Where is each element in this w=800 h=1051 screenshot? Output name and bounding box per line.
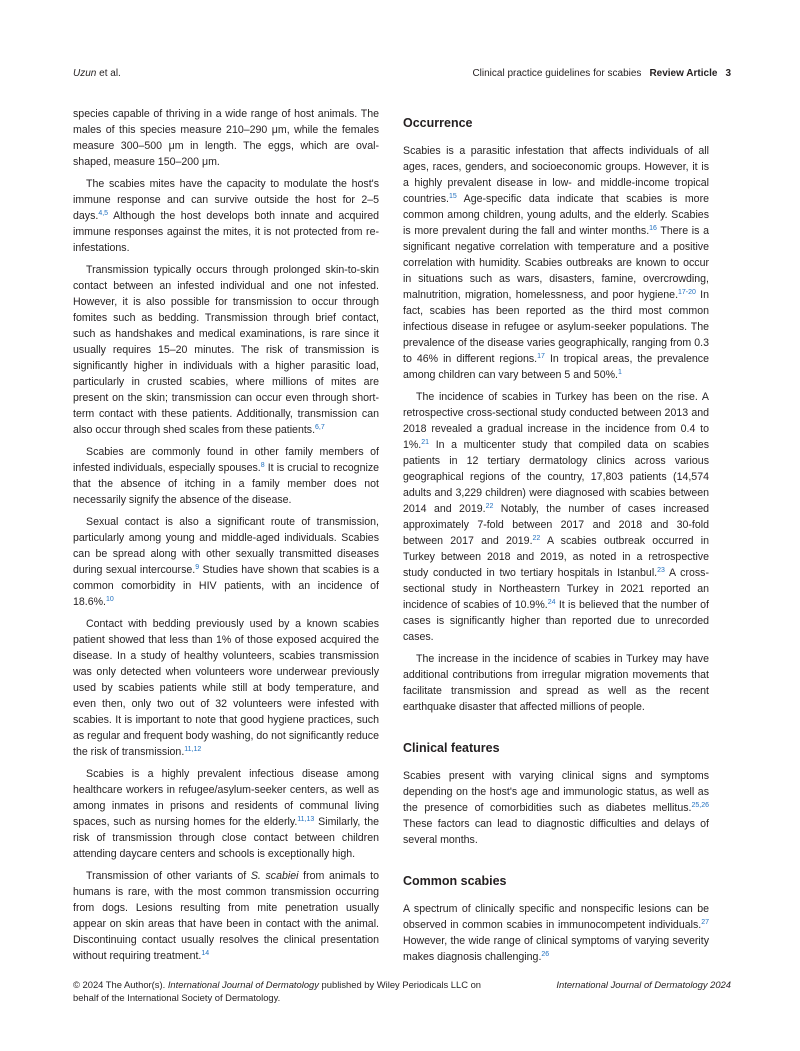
reference-link[interactable]: 27 <box>701 919 709 926</box>
paragraph: A spectrum of clinically specific and nonspecific lesions can be observed in common scabies in immunocompetent individuals.$^{27}$ However, the wide range of clinical symptoms of varying severity makes diagnosis challenging.$^{26}$ <box>403 903 709 963</box>
paragraph: species capable of thriving in a wide range of host animals. The males of this species measure 210–290 μm, while the females measure 300–500 μm in length. The eggs, which are oval-shaped, measure 150–200 μm. <box>73 108 379 168</box>
copyright-notice: © 2024 The Author(s). International Journal of Dermatology published by Wiley Periodicals LLC on behalf of the International Society of Dermatology. <box>73 979 482 1003</box>
paragraph: The scabies mites have the capacity to modulate the host's immune response and can survive outside the host for 2–5 days.$^{4,5}$ Although the host develops both innate and acquired immune responses against the mites, it is not protected from re-infestations. <box>73 178 379 254</box>
reference-link[interactable]: 23 <box>657 567 665 574</box>
species-name: S. scabiei <box>250 870 299 882</box>
section-heading-clinical-features: Clinical features <box>403 741 500 755</box>
reference-link[interactable]: 9 <box>195 564 200 571</box>
paragraph: Transmission typically occurs through prolonged skin-to-skin contact between an infested individual and one not infested. However, it is also possible for transmission to occur through fomites such as bedding. Transmission through brief contact, such as handshakes and medical examinations, is rare since it usually requires 15–20 minutes. The risk of transmission is significantly higher in individuals with a higher parasitic load, particularly in crusted scabies, where millions of mites are present on the skin; transmission can occur even through short-term contact with these patients. Additionally, transmission can also occur through shed scales from these patients.$^{6,7}$ <box>73 264 379 436</box>
journal-name: International Journal of Dermatology <box>167 979 319 990</box>
paragraph: Transmission of other variants of S. scabiei from animals to humans is rare, with the most common transmission occurring from dogs. Lesions resulting from mite penetration usually appear on skin areas that have been in contact with the animal. Discontinuing contact usually resolves the clinical presentation without requiring treatment.$^{14}$ <box>73 870 379 962</box>
right-column <box>403 115 709 971</box>
reference-link[interactable]: 11,12 <box>184 746 202 753</box>
paragraph: Sexual contact is also a significant route of transmission, particularly among young and middle-aged individuals. Scabies can be spread along with other sexually transmitted diseases during sexual intercourse.$^9$ Studies have shown that scabies is a common comorbidity in HIV patients, with an incidence of 18.6%.$^{10}$ <box>73 516 380 608</box>
paragraph: Scabies is a highly prevalent infectious disease among healthcare workers in refugee/asylum-seeker centers, as well as among inmates in prisons and residents of communal living spaces, such as nursing homes for the elderly.$^{11,13}$ Similarly, the risk of transmission through close contact between children attending daycare centers and schools is exceptionally high. <box>73 768 379 860</box>
reference-link[interactable]: 25,26 <box>691 802 709 809</box>
reference-link[interactable]: 22 <box>485 503 494 510</box>
author-line <box>73 68 121 79</box>
section-heading-common-scabies: Common scabies <box>403 874 507 888</box>
paragraph: Scabies present with varying clinical signs and symptoms depending on the host's age and immunologic status, as well as the presence of comorbidities such as diabetes mellitus.$^{25,26}$ These factors can lead to diagnostic difficulties and delays of several months. <box>403 770 709 846</box>
journal-citation: International Journal of Dermatology 2024 <box>556 979 731 990</box>
paragraph: Scabies is a parasitic infestation that affects individuals of all ages, races, genders, and socioeconomic groups. However, it is a highly prevalent disease in low- and middle-income tropical countries.$^{15}$ Age-specific data indicate that scabies is more common among children, young adults, and the elderly. Scabies is more prevalent during the fall and winter months.$^{16}$ There is a significant negative correlation with temperature and a positive correlation with humidity. Scabies outbreaks are known to occur in situations such as wars, disasters, famine, overcrowding, malnutrition, migration, homelessness, and poor hygiene.$^{17-20}$ In fact, scabies has been reported as the third most common infectious disease in refugee or asylum-seeker populations. The prevalence of the disease varies geographically, ranging from 0.3 to 46% in different regions.$^{17}$ In tropical areas, the prevalence among children can vary between 5 and 50%.$^1$ <box>403 145 709 381</box>
left-column <box>73 106 379 970</box>
reference-link[interactable]: 6,7 <box>315 424 325 431</box>
reference-link[interactable]: 24 <box>547 599 556 606</box>
reference-link[interactable]: 21 <box>421 439 430 446</box>
header-author: Uzun <box>73 68 97 79</box>
paragraph: The incidence of scabies in Turkey has been on the rise. A retrospective cross-sectional study conducted between 2013 and 2018 revealed a gradual increase in the incidence from 0.4 to 1%.$^{21}$ In a multicenter study that compiled data on scabies patients in 12 tertiary dermatology clinics across various geographical regions of the country, 17,803 patients (14,574 adults and 3,229 children) were diagnosed with scabies between 2014 and 2019.22 Notably, the number of cases increased approximately 7-fold between 2017 and 2018 and 30-fold between 2017 and 2019.22 A scabies outbreak occurred in Turkey between 2018 and 2019, as noted in a retrospective study conducted in two tertiary hospitals in Istanbul.$^{23}$ A cross-sectional study in Northeastern Turkey in 2021 reported an incidence of scabies of 10.9%.$^{24}$ It is believed that the number of cases is significantly higher than reported due to unrecorded cases. <box>403 391 710 643</box>
reference-link[interactable]: 16 <box>649 225 657 232</box>
header-author-suffix: et al. <box>96 68 121 79</box>
reference-link[interactable]: 4,5 <box>98 210 109 217</box>
header-right <box>472 68 731 79</box>
reference-link[interactable]: 17 <box>537 353 545 360</box>
reference-link[interactable]: 22 <box>532 535 541 542</box>
article-type: Review Article <box>649 68 718 79</box>
reference-link[interactable]: 14 <box>201 950 210 957</box>
reference-link[interactable]: 17-20 <box>678 289 696 296</box>
reference-link[interactable]: 11,13 <box>297 816 315 823</box>
section-heading-occurrence: Occurrence <box>403 116 473 130</box>
running-title: Clinical practice guidelines for scabies <box>472 68 642 79</box>
paragraph: Contact with bedding previously used by a known scabies patient showed that less than 1% of those exposed acquired the disease. In a study of healthy volunteers, scabies transmission was only detected when volunteers wore underwear previously used by scabies patients while still at body temperature, and even then, only two out of 32 volunteers were infested with scabies. It is important to note that good hygiene practices, such as regular and frequent body washing, do not significantly reduce the risk of transmission.$^{11,12}$ <box>73 618 379 758</box>
reference-link[interactable]: 10 <box>105 596 114 603</box>
running-header <box>73 68 731 84</box>
reference-link[interactable]: 26 <box>541 951 550 958</box>
paragraph: Scabies are commonly found in other family members of infested individuals, especially spouses.$^8$ It is crucial to recognize that the absence of itching in a family member does not necessarily signify the absence of the disease. <box>73 446 380 506</box>
reference-link[interactable]: 8 <box>260 462 265 469</box>
reference-link[interactable]: 1 <box>617 369 622 376</box>
reference-link[interactable]: 15 <box>448 193 457 200</box>
paragraph: The increase in the incidence of scabies in Turkey may have additional contributions from irregular migration movements that facilitate transmission and spread as well as the recent earthquake disaster that affected millions of people. <box>403 653 709 713</box>
page-number: 3 <box>725 68 731 79</box>
